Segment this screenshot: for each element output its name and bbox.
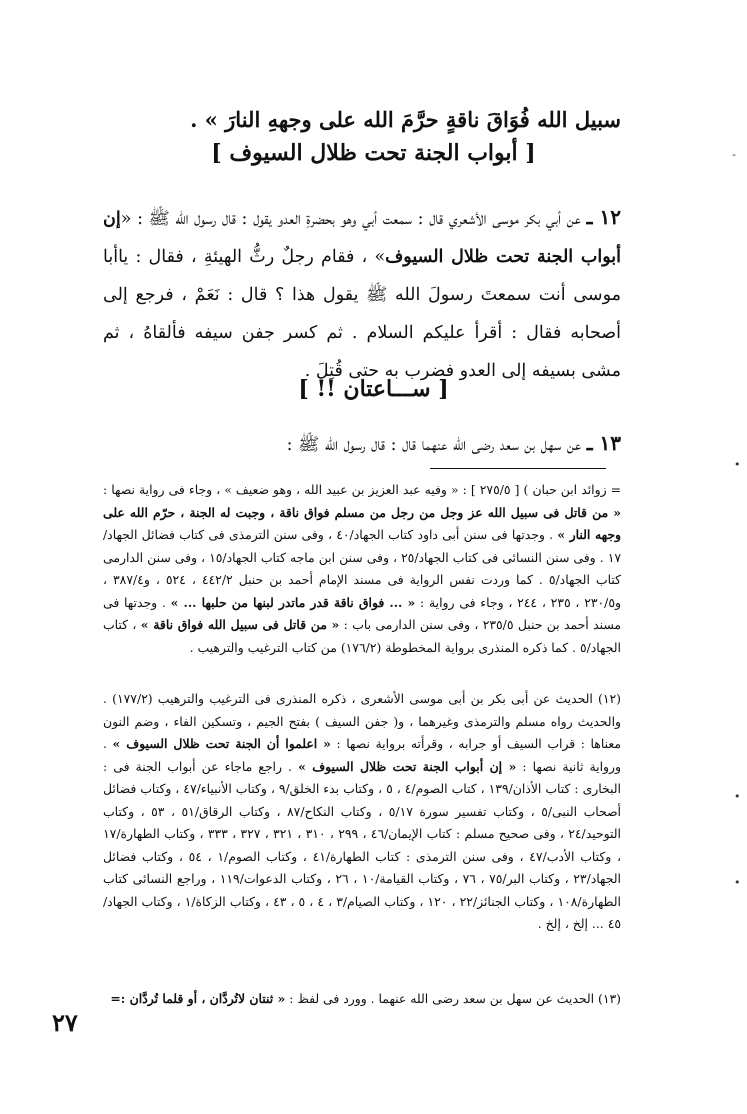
footnote-quote: « اعلموا أن الجنة تحت ظلال السيوف » <box>112 736 331 751</box>
footnote-12 <box>103 688 621 936</box>
footnote-quote: « من قاتل فى سبيل الله فواق ناقة » <box>140 617 340 632</box>
footnote-quote: « إن أبواب الجنة تحت ظلال السيوف » <box>298 758 517 774</box>
footnote-quote: « ... فواق ناقة قدر ماتدر لبنها من حلبها ... » <box>170 594 416 610</box>
footnote-text: . راجع ماجاء عن أبواب الجنة فى : البخارى : كتاب الأذان/١٣٩ ، كتاب الصوم/٤ ، ٥ ، وكتاب بدء الخلق/٩ ، وكتاب الأنبياء/٤٧ ، وكتاب فضائل أصحاب النبى/٥ ، وكتاب تفسير سورة ٥/١٧ ، وكتاب النكاح/٨٧ ، وكتاب الرقاق/٥١ ، ٥٣ ، وكتاب التوحيد/٢٤ ، وفى صحيح مسلم : كتاب الإيمان/٤٦ ، ٢٩٩ ، ٣١٠ ، ٣٢١ ، ٣٢٧ ، ٣٣٣ ، وكتاب الطهارة/١٧ ، وكتاب الأدب/٤٧ ، وفى سنن الترمذى : كتاب الطهارة/٤١ ، وكتاب الصوم/١ ، ٥٤ ، وكتاب فضائل الجهاد/٢٣ ، وكتاب البر/٧٥ ، ٧٦ ، وكتاب القيامة/١٠ ، ٢٦ ، وكتاب الدعوات/١١٩ ، وراجع النسائى كتاب الطهارة/١٠٨ ، وكتاب الجنائز/٢٢ ، ١٢٠ ، وكتاب الصيام/٣ ، ٤ ، ٥ ، ٤٣ ، وكتاب الزكاة/١ ، وكتاب الجهاد/٤٥ ... إلخ ، إلخ . <box>103 758 622 931</box>
margin-mark: - <box>732 148 736 161</box>
continued-hadith-line: سبيل الله فُوَاقَ ناقةٍ حرَّمَ الله على وجههِ النارَ » . <box>190 107 621 132</box>
footnote-text: = زوائد ابن حبان ) [ ٢٧٥/٥ ] : « وفيه عبد العزيز بن عبيد الله ، وهو ضعيف » ، وجاء فى رواية نصها : <box>103 482 622 497</box>
hadith-number: ١٣ ـ <box>586 431 621 455</box>
footnote-13 <box>103 988 621 1011</box>
page-number: ٢٧ <box>52 1008 78 1037</box>
footnote-text: . ورواية ثانية نصها : <box>103 736 621 774</box>
hadith-13-paragraph <box>103 424 621 464</box>
hadith-12-paragraph <box>103 198 621 390</box>
hadith-quote: إن أبواب الجنة تحت ظلال السيوف <box>103 209 621 267</box>
section-heading-two-hours: [ ســـاعتان !! ] <box>298 376 449 402</box>
margin-mark: • <box>734 458 741 471</box>
footnote-text: (١٢) الحديث عن أبى بكر بن أبى موسى الأشعرى ، ذكره المنذرى فى الترغيب والترهيب (١٧٧/٢) . والحديث رواه مسلم والترمذى وغيرهما ، و( جفن السيف ) بفتح الجيم ، وتسكين الفاء ، وضم النون معناها : قراب السيف أو جرابه ، وقرأته برواية نصها : <box>103 691 622 751</box>
footnote-quote: « من قاتل فى سبيل الله عز وجل من رجل من مسلم فواق ناقة ، وجبت له الجنة ، حرّم الله على وجهه النار » <box>103 504 621 542</box>
footnote-continuation <box>103 479 621 659</box>
section-heading-gates-of-paradise: [ أبواب الجنة تحت ظلال السيوف ] <box>211 140 536 166</box>
margin-mark: • <box>734 790 741 803</box>
footnote-text: . وجدتها فى مسند أحمد بن حنبل ٢٣٥/٥ ، وفى سنن الدارمى باب : <box>103 594 622 632</box>
hadith-text: عن أبي بكر موسى الأشعري قال : سمعت أبي وهو بحضرةِ العدو يقول : قال رسول الله ﷺ : « <box>120 209 581 229</box>
hadith-text: » ، فقام رجلٌ رثُّ الهيئةِ ، فقال : ياأبا موسى أنت سمعتَ رسولَ الله ﷺ يقول هذا ؟ قال : نَعَمْ ، فرجع إلى أصحابه فقال : أقرأ عليكم السلام . ثم كسر جفن سيفه فألقاهُ ، ثم مشى بسيفه إلى العدو فضرب به حتى قُتِلَ . <box>103 247 621 381</box>
margin-mark: • <box>734 876 741 889</box>
footnote-quote: « ثنتان لاتُردَّان ، أو قلما تُردَّان := <box>110 991 286 1006</box>
hadith-text: عن سهل بن سعد رضى الله عنهما قال : قال رسول الله ﷺ : <box>286 435 582 455</box>
footnote-text: (١٣) الحديث عن سهل بن سعد رضى الله عنهما . وورد فى لفظ : <box>289 991 621 1006</box>
footnote-separator <box>430 468 606 469</box>
footnote-text: . وجدتها فى سنن أبى داود كتاب الجهاد/٤٠ ، وفى سنن الترمذى فى كتاب فضائل الجهاد/١٧ . وفى سنن النسائى فى كتاب الجهاد/٢٥ ، وفى سنن ابن ماجه كتاب الجهاد/١٥ ، وفى سنن الدارمى كتاب الجهاد/٥ . كما وردت نفس الرواية فى مسند الإمام أحمد بن حنبل ٤٤٢/٢ ، ٥٢٤ ، و٣٨٧/٤ ، و٢٣٠/٥ ، ٢٣٥ ، ٢٤٤ ، وجاء فى رواية : <box>103 527 621 610</box>
hadith-number: ١٢ ـ <box>586 205 621 229</box>
footnote-text: ، كتاب الجهاد/٥ . كما ذكره المنذرى برواية المخطوطة (١٧٦/٢) من كتاب الترغيب والترهيب . <box>103 617 621 655</box>
